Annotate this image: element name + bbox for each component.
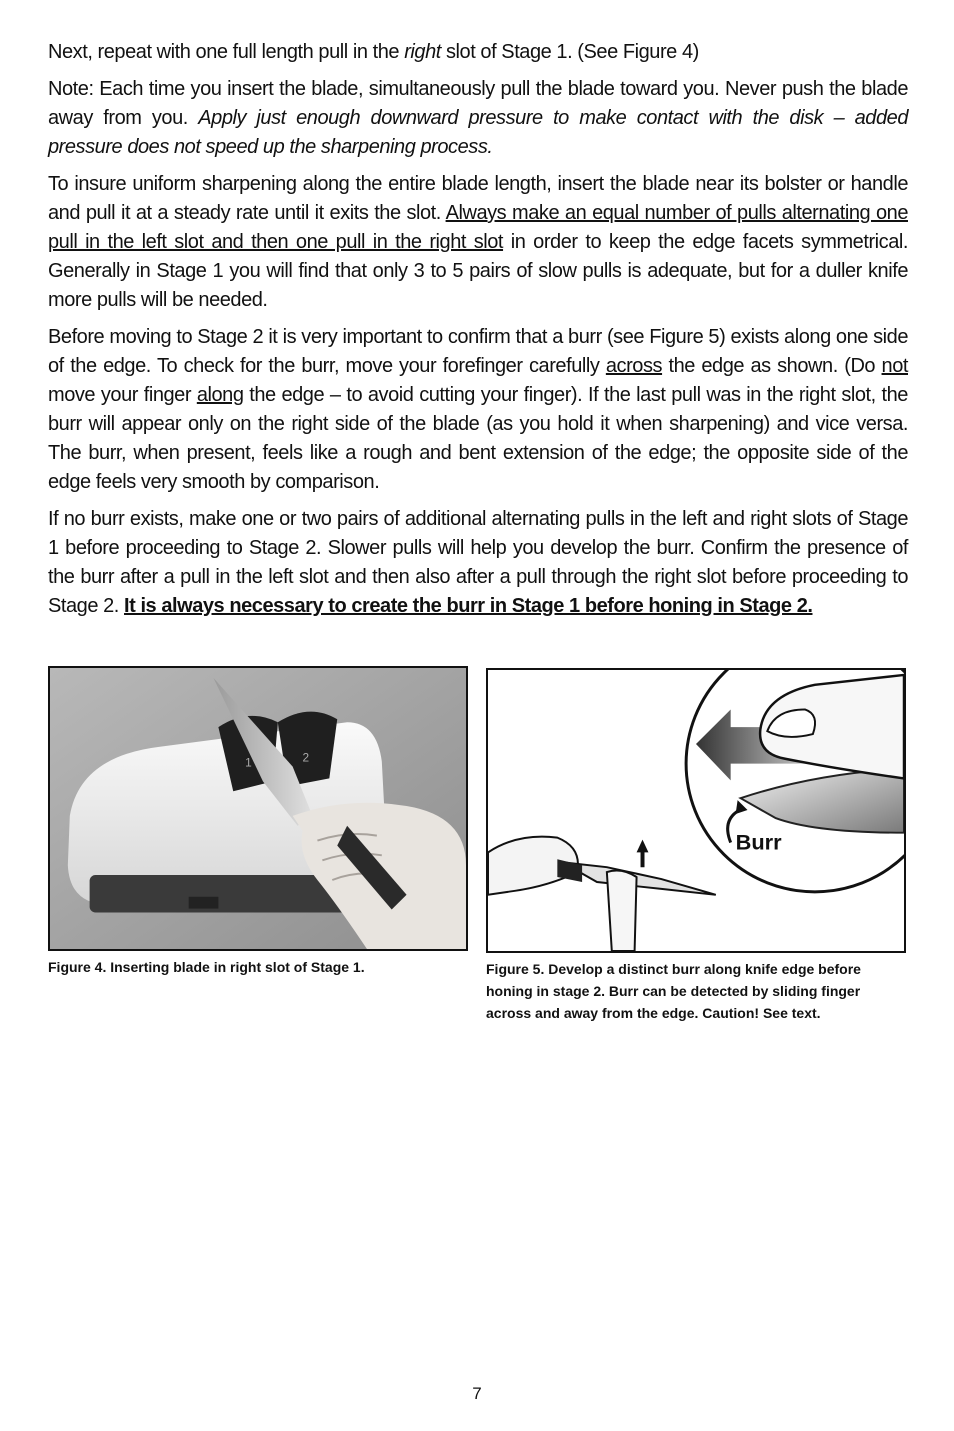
paragraph-1: Next, repeat with one full length pull in the right slot of Stage 1. (See Figure 4) (48, 41, 699, 63)
paragraph-3: To insure uniform sharpening along the entire blade length, insert the blade near its bolster or handle and pull it at a steady rate until it exits the slot. Always make an equal number of pulls alternating one pull in the left slot and then one pull in the right slot in order to keep the edge facets symmetrical. Generally in Stage 1 you will find that only 3 to 5 pairs of slow pulls is adequate, but for a duller knife more pulls will be needed. (48, 173, 908, 311)
figure-5-caption: Figure 5. Develop a distinct burr along knife edge before honing in stage 2. Burr can be detected by sliding finger across and away from the edge. Caution! See text. (486, 961, 861, 1021)
slot-number-2: 2 (302, 750, 310, 765)
page-number: 7 (472, 1384, 482, 1403)
paragraph-4: Before moving to Stage 2 it is very important to confirm that a burr (see Figure 5) exists along one side of the edge. To check for the burr, move your forefinger carefully across the edge as shown. (Do not move your finger along the edge – to avoid cutting your finger). If the last pull was in the right slot, the burr will appear only on the right side of the blade (as you hold it when sharpening) and vice versa. The burr, when present, feels like a rough and bent extension of the edge; the opposite side of the edge feels very smooth by comparison. (48, 326, 908, 493)
paragraph-5: If no burr exists, make one or two pairs of additional alternating pulls in the left and right slots of Stage 1 before proceeding to Stage 2. Slower pulls will help you develop the burr. Confirm the presence of the burr after a pull in the left slot and then also after a pull through the right slot before proceeding to Stage 2. It is always necessary to create the burr in Stage 1 before honing in Stage 2. (48, 508, 908, 617)
body-text (48, 38, 908, 629)
paragraph-2: Note: Each time you insert the blade, simultaneously pull the blade toward you. Never push the blade away from you. Apply just enough downward pressure to make contact with the disk – added pressure does not speed up the sharpening process. (48, 78, 908, 158)
figure-4-caption: Figure 4. Inserting blade in right slot of Stage 1. (48, 959, 365, 975)
figure-4-image (48, 666, 468, 951)
slot-number-1: 1 (245, 755, 252, 770)
burr-label: Burr (735, 829, 782, 855)
figure-5-image (486, 668, 906, 953)
